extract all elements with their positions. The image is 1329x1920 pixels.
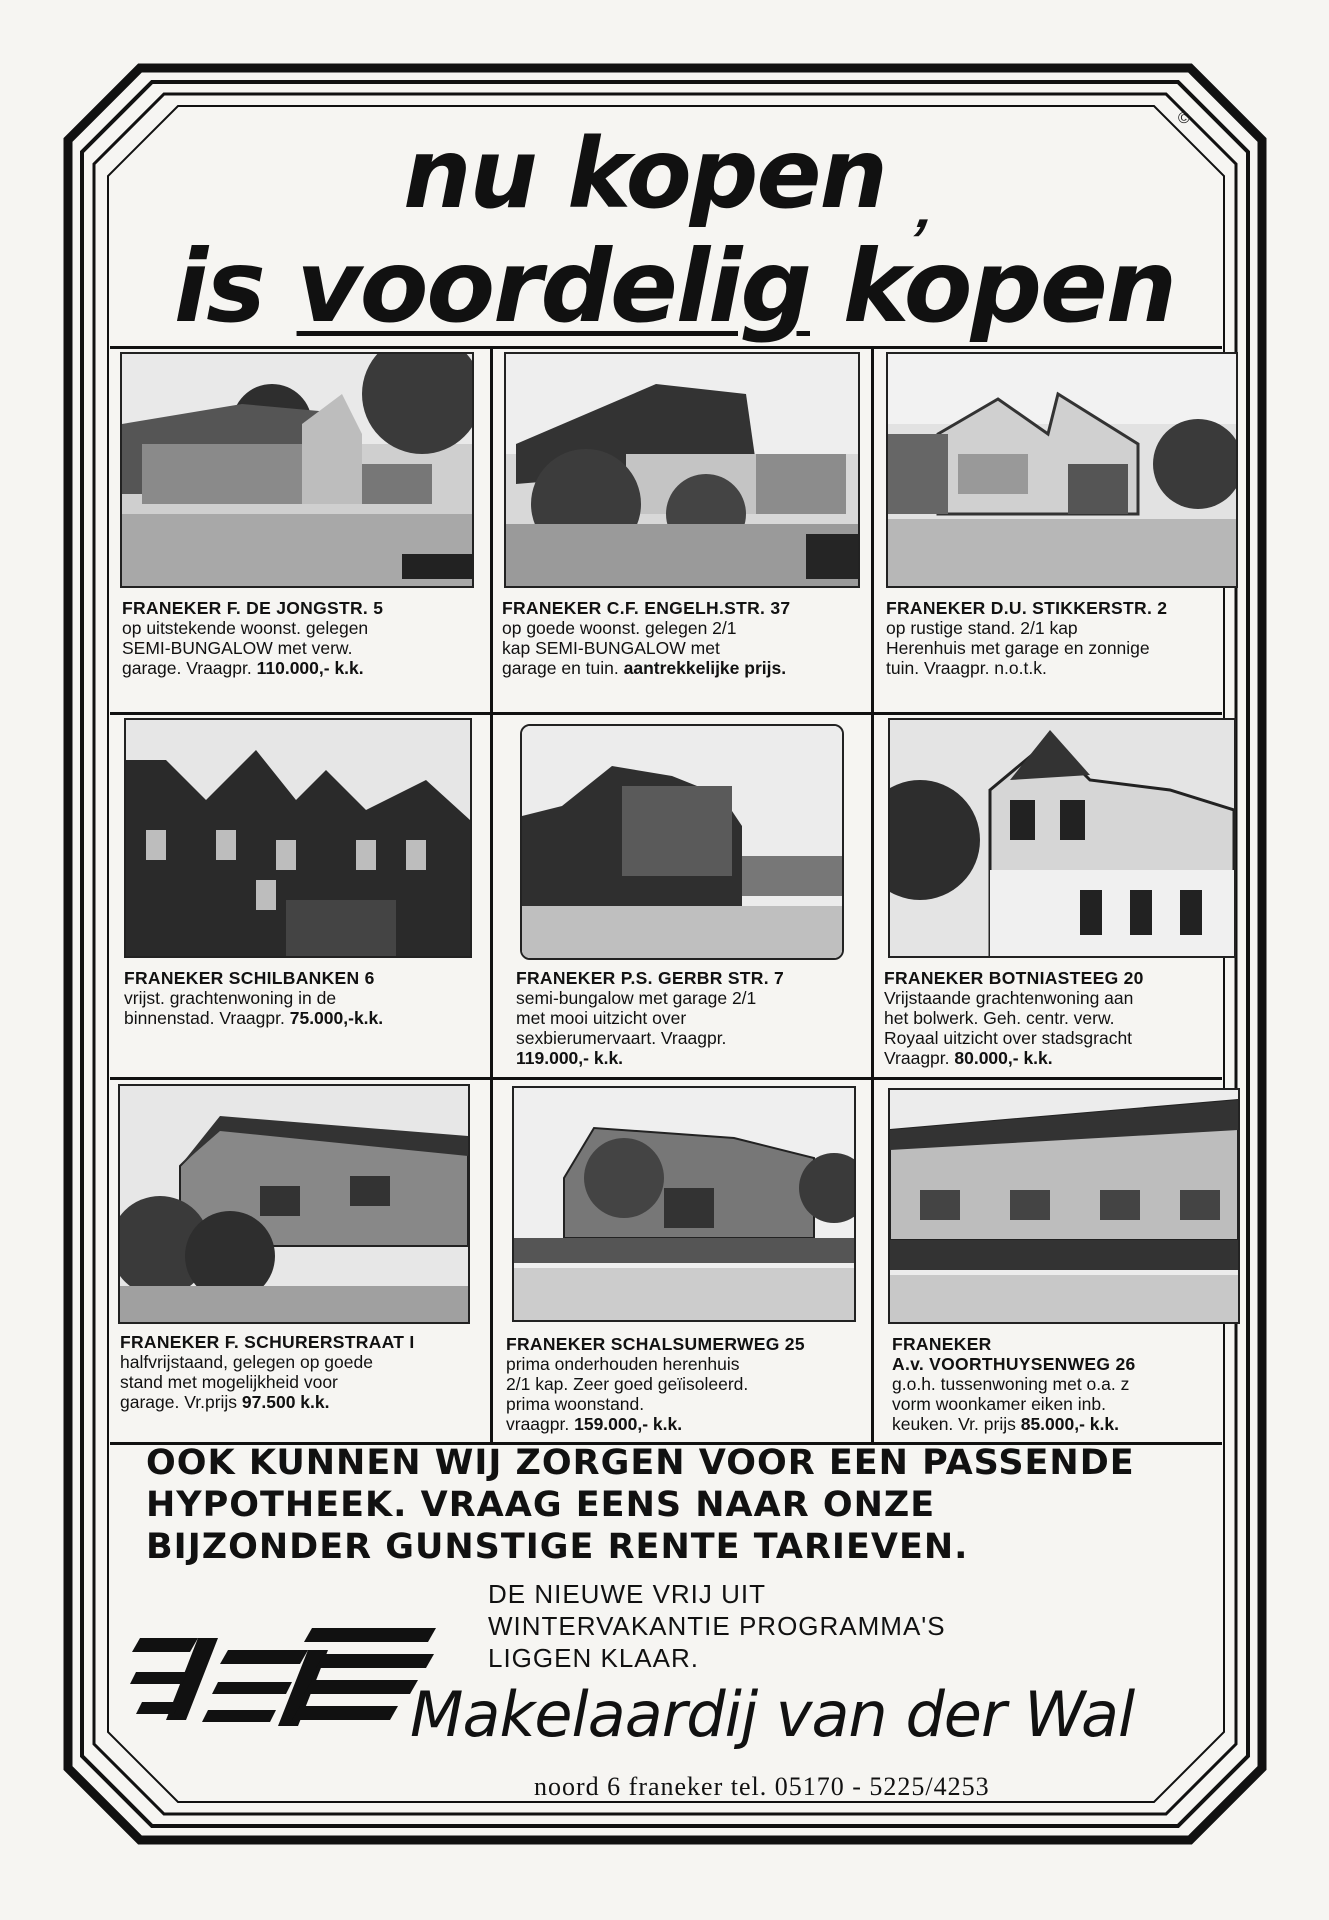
listing-line: het bolwerk. Geh. centr. verw. [884,1008,1115,1028]
listing-title-9: FRANEKER [892,1334,992,1354]
contact-address: noord 6 franeker tel. 05170 - 5225/4253 [534,1772,990,1801]
listing-price-4: 75.000,-k.k. [289,1008,384,1028]
listing-line: Royaal uitzicht over stadsgracht [884,1028,1133,1048]
house-photo-5 [520,724,844,960]
listing-line: keuken. Vr. prijs [892,1414,1021,1434]
promo-line: DE NIEUWE VRIJ UIT [488,1579,767,1609]
listing-line: met mooi uitzicht over [516,1008,687,1028]
headline-line-1: nu kopen [403,118,886,230]
house-photo-7 [118,1084,470,1324]
listing-caption-2 [502,598,862,678]
house-photo-4 [124,718,472,958]
cta-line: OOK KUNNEN WIJ ZORGEN VOOR EEN PASSENDE [146,1443,1135,1483]
listing-line: semi-bungalow met garage 2/1 [516,988,757,1008]
headline-accent: ‚ [907,173,949,240]
listing-price-6: 80.000,- k.k. [954,1048,1053,1068]
house-photo-9 [888,1088,1240,1324]
listing-line: prima onderhouden herenhuis [506,1354,740,1374]
listing-line: garage. Vr.prijs [120,1392,242,1412]
promo-line: LIGGEN KLAAR. [488,1643,699,1673]
copyright-mark: © [1178,110,1190,127]
listing-line: vorm woonkamer eiken inb. [892,1394,1106,1414]
listing-line: op rustige stand. 2/1 kap [886,618,1078,638]
listing-caption-6 [884,968,1224,1068]
grid-col1-line [490,346,493,1442]
grid-col2-line [871,346,874,1442]
listing-title-7: FRANEKER F. SCHURERSTRAAT I [120,1332,415,1352]
listing-price-9: 85.000,- k.k. [1020,1414,1119,1434]
listing-caption-9 [892,1334,1222,1434]
listing-caption-4 [124,968,484,1028]
listing-price-8: 159.000,- k.k. [574,1414,683,1434]
headline-line-2: is voordelig kopen [173,228,1176,345]
listing-line: halfvrijstaand, gelegen op goede [120,1352,373,1372]
house-photo-3 [886,352,1238,588]
brand-logo-icon [128,1620,448,1740]
listing-caption-8 [506,1334,866,1434]
listing-line: garage. Vraagpr. [122,658,257,678]
listing-price-5: 119.000,- k.k. [516,1048,624,1068]
grid-row1-line [110,712,1222,715]
listing-title-1: FRANEKER F. DE JONGSTR. 5 [122,598,384,618]
listing-line: prima woonstand. [506,1394,645,1414]
listing-line: g.o.h. tussenwoning met o.a. z [892,1374,1130,1394]
listing-title-3: FRANEKER D.U. STIKKERSTR. 2 [886,598,1168,618]
house-photo-8 [512,1086,856,1322]
listing-line: op uitstekende woonst. gelegen [122,618,369,638]
listing-line: vrijst. grachtenwoning in de [124,988,337,1008]
listing-line: Vraagpr. [884,1048,955,1068]
listing-title-4: FRANEKER SCHILBANKEN 6 [124,968,375,988]
listing-line: op goede woonst. gelegen 2/1 [502,618,737,638]
cta-line: HYPOTHEEK. VRAAG EENS NAAR ONZE [146,1485,936,1525]
listing-line: SEMI-BUNGALOW met verw. [122,638,353,658]
listing-title-5: FRANEKER P.S. GERBR STR. 7 [516,968,785,988]
listing-line: Vrijstaande grachtenwoning aan [884,988,1134,1008]
grid-row2-line [110,1077,1222,1080]
winter-program-notice [488,1578,946,1674]
listing-caption-5 [516,968,866,1068]
listing-line: stand met mogelijkheid voor [120,1372,338,1392]
listing-caption-7 [120,1332,480,1412]
brand-name: Makelaardij van der Wal [410,1678,1135,1751]
listing-line: Herenhuis met garage en zonnige [886,638,1150,658]
listing-title-8: FRANEKER SCHALSUMERWEG 25 [506,1334,805,1354]
listing-subtitle-9: A.v. VOORTHUYSENWEG 26 [892,1354,1136,1374]
house-photo-2 [504,352,860,588]
house-photo-1 [120,352,474,588]
grid-top-line [110,346,1222,349]
listing-price-2: aantrekkelijke prijs. [623,658,787,678]
listing-price-7: 97.500 k.k. [241,1392,330,1412]
listing-line: vraagpr. [506,1414,575,1434]
listing-line: binnenstad. Vraagpr. [124,1008,290,1028]
listing-line: tuin. Vraagpr. n.o.t.k. [886,658,1047,678]
listing-line: garage en tuin. [502,658,624,678]
mortgage-call-to-action [146,1442,1135,1568]
listing-caption-3 [886,598,1226,678]
listing-line: kap SEMI-BUNGALOW met [502,638,720,658]
listing-line: sexbierumervaart. Vraagpr. [516,1028,727,1048]
promo-line: WINTERVAKANTIE PROGRAMMA'S [488,1611,946,1641]
listing-price-1: 110.000,- k.k. [256,658,364,678]
listing-title-2: FRANEKER C.F. ENGELH.STR. 37 [502,598,791,618]
listing-line: 2/1 kap. Zeer goed geïisoleerd. [506,1374,749,1394]
listing-caption-1 [122,598,482,678]
listing-title-6: FRANEKER BOTNIASTEEG 20 [884,968,1144,988]
house-photo-6 [888,718,1236,958]
cta-line: BIJZONDER GUNSTIGE RENTE TARIEVEN. [146,1527,969,1567]
